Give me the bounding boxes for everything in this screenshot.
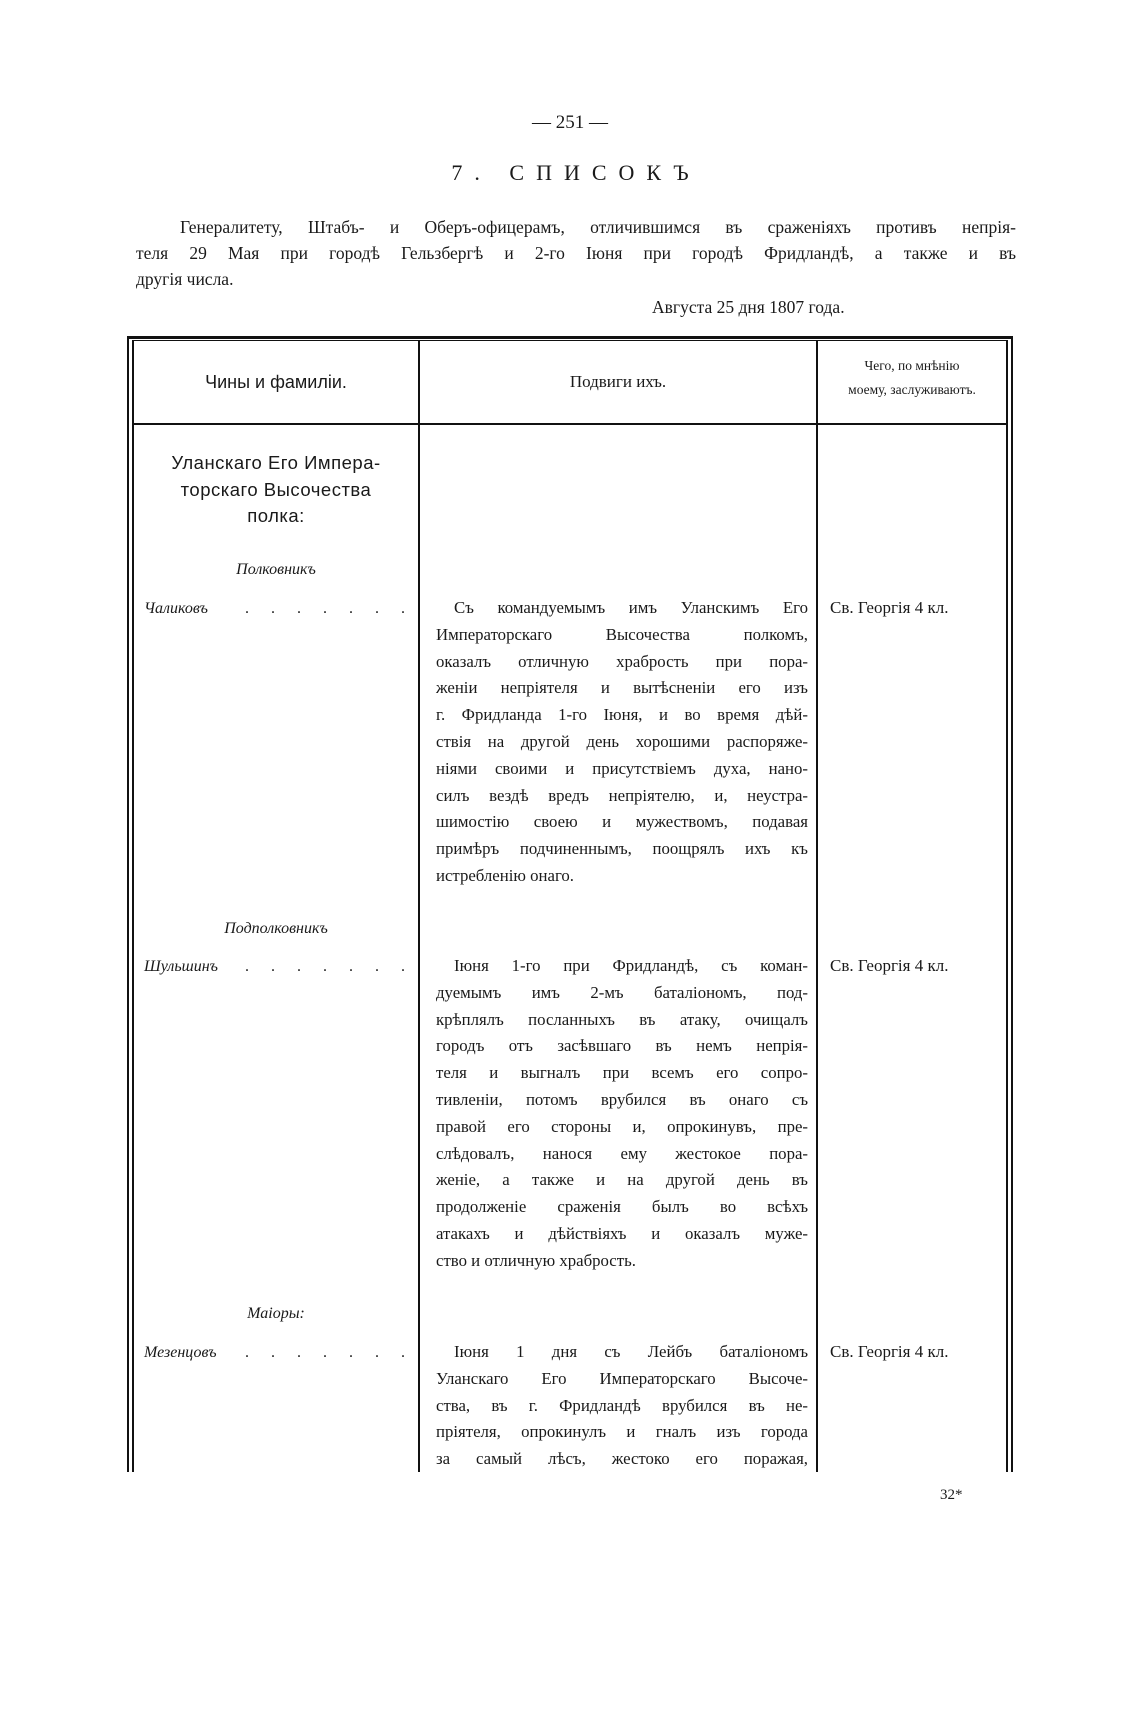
deed-line: атакахъ и дѣйствіяхъ и оказалъ муже- xyxy=(436,1223,808,1243)
deed-text xyxy=(436,1339,808,1473)
leader-dots: . . . . . . . xyxy=(245,1344,414,1361)
officer-name xyxy=(144,600,414,618)
deed-line: истребленію онаго. xyxy=(436,865,574,885)
table-right-border-outer xyxy=(1011,336,1013,1472)
regiment-heading-line: Уланскаго Его Импера- xyxy=(171,452,381,473)
deed-line: городъ отъ засѣвшаго въ немъ непрія- xyxy=(436,1036,808,1056)
deed-line: шимостію своею и мужествомъ, подавая xyxy=(436,812,808,832)
intro-line: другія числа. xyxy=(136,269,234,289)
intro-line: теля 29 Мая при городѣ Гельзбергѣ и 2-го Іюня при городѣ Фридландѣ, а также и въ xyxy=(136,243,1016,263)
deed-line: г. Фридланда 1-го Іюня, и во время дѣй- xyxy=(436,705,808,725)
officer-name-text: Чаликовъ xyxy=(144,600,208,617)
deed-line: Императорскаго Высочества полкомъ, xyxy=(436,624,808,644)
deed-text xyxy=(436,953,808,1275)
award: Св. Георгія 4 кл. xyxy=(830,1342,949,1361)
deed-line: теля и выгналъ при всемъ его сопро- xyxy=(436,1063,808,1083)
deed-line: за самый лѣсъ, жестоко его поражая, xyxy=(436,1449,808,1469)
deed-line: оказалъ отличную храбрость при пора- xyxy=(436,651,808,671)
deed-line: продолженіе сраженія былъ во всѣхъ xyxy=(436,1197,808,1217)
regiment-heading xyxy=(134,450,418,530)
deed-line: крѣплялъ посланныхъ въ атаку, очищалъ xyxy=(436,1009,808,1029)
deed-line: силъ вездѣ вредъ непріятелю, и, неустра- xyxy=(436,785,808,805)
header-ranks-names: Чины и фамиліи. xyxy=(205,372,347,392)
header-deserved-line: Чего, по мнѣнію xyxy=(864,358,960,373)
officer-name-text: Шульшинъ xyxy=(144,958,218,975)
header-bottom-border xyxy=(132,423,1008,425)
deed-line: дуемымъ имъ 2-мъ баталіономъ, под- xyxy=(436,982,808,1002)
header-deserved-line: моему, заслуживаютъ. xyxy=(848,382,976,397)
deed-line: правой его стороны и, опрокинувъ, пре- xyxy=(436,1116,808,1136)
document-date: Августа 25 дня 1807 года. xyxy=(652,297,845,317)
rank-label: Полковникъ xyxy=(236,561,316,578)
deed-line: тивленіи, потомъ врубился въ онаго съ xyxy=(436,1089,808,1109)
deed-line: пріятеля, опрокинулъ и гналъ изъ города xyxy=(436,1422,808,1442)
table-right-border-inner xyxy=(1006,340,1008,1472)
deed-line: женіе, а также и на другой день въ xyxy=(436,1170,808,1190)
column-divider xyxy=(418,340,420,1472)
table-top-border xyxy=(127,336,1013,339)
intro-paragraph xyxy=(136,214,1016,292)
regiment-heading-line: торскаго Высочества xyxy=(180,478,372,500)
award: Св. Георгія 4 кл. xyxy=(830,956,949,975)
deed-line: ства, въ г. Фридландѣ врубился въ не- xyxy=(436,1395,808,1415)
award: Св. Георгія 4 кл. xyxy=(830,598,949,617)
officer-name-text: Мезенцовъ xyxy=(144,1344,217,1361)
table-left-border-outer xyxy=(127,336,129,1472)
leader-dots: . . . . . . . xyxy=(245,600,414,617)
deed-line: ніями своими и присутствіемъ духа, нано- xyxy=(436,758,808,778)
header-deeds: Подвиги ихъ. xyxy=(569,372,667,391)
header-deserved xyxy=(818,354,1006,402)
intro-line: Генералитету, Штабъ- и Оберъ-офицерамъ, отличившимся въ сраженіяхъ противъ непрія- xyxy=(180,217,1016,237)
column-divider xyxy=(816,340,818,1472)
leader-dots: . . . . . . . xyxy=(245,958,414,975)
deed-text xyxy=(436,595,808,890)
deed-line: примѣръ подчиненнымъ, поощрялъ ихъ къ xyxy=(436,839,808,859)
signature-mark: 32* xyxy=(940,1487,963,1503)
deed-line: Съ командуемымъ имъ Уланскимъ Его xyxy=(454,598,808,617)
page-number: — 251 — xyxy=(532,112,608,133)
deed-line: Іюня 1-го при Фридландѣ, съ коман- xyxy=(454,956,808,975)
rank-label: Подполковникъ xyxy=(224,920,328,937)
officer-name xyxy=(144,958,414,976)
document-title: 7. СПИСОКЪ xyxy=(451,160,701,185)
rank-label: Маіоры: xyxy=(247,1305,305,1322)
deed-line: слѣдовалъ, нанося ему жестокое пора- xyxy=(436,1143,808,1163)
deed-line: Уланскаго Его Императорскаго Высоче- xyxy=(436,1368,808,1388)
deed-line: ство и отличную храбрость. xyxy=(436,1250,636,1270)
deed-line: Іюня 1 дня съ Лейбъ баталіономъ xyxy=(454,1342,808,1361)
deed-line: женіи непріятеля и вытѣсненіи его изъ xyxy=(436,678,808,698)
officer-name xyxy=(144,1344,414,1362)
regiment-heading-line: полка: xyxy=(247,505,305,526)
deed-line: ствія на другой день хорошими распоряже- xyxy=(436,731,808,751)
table-top-inner-border xyxy=(132,340,1008,341)
